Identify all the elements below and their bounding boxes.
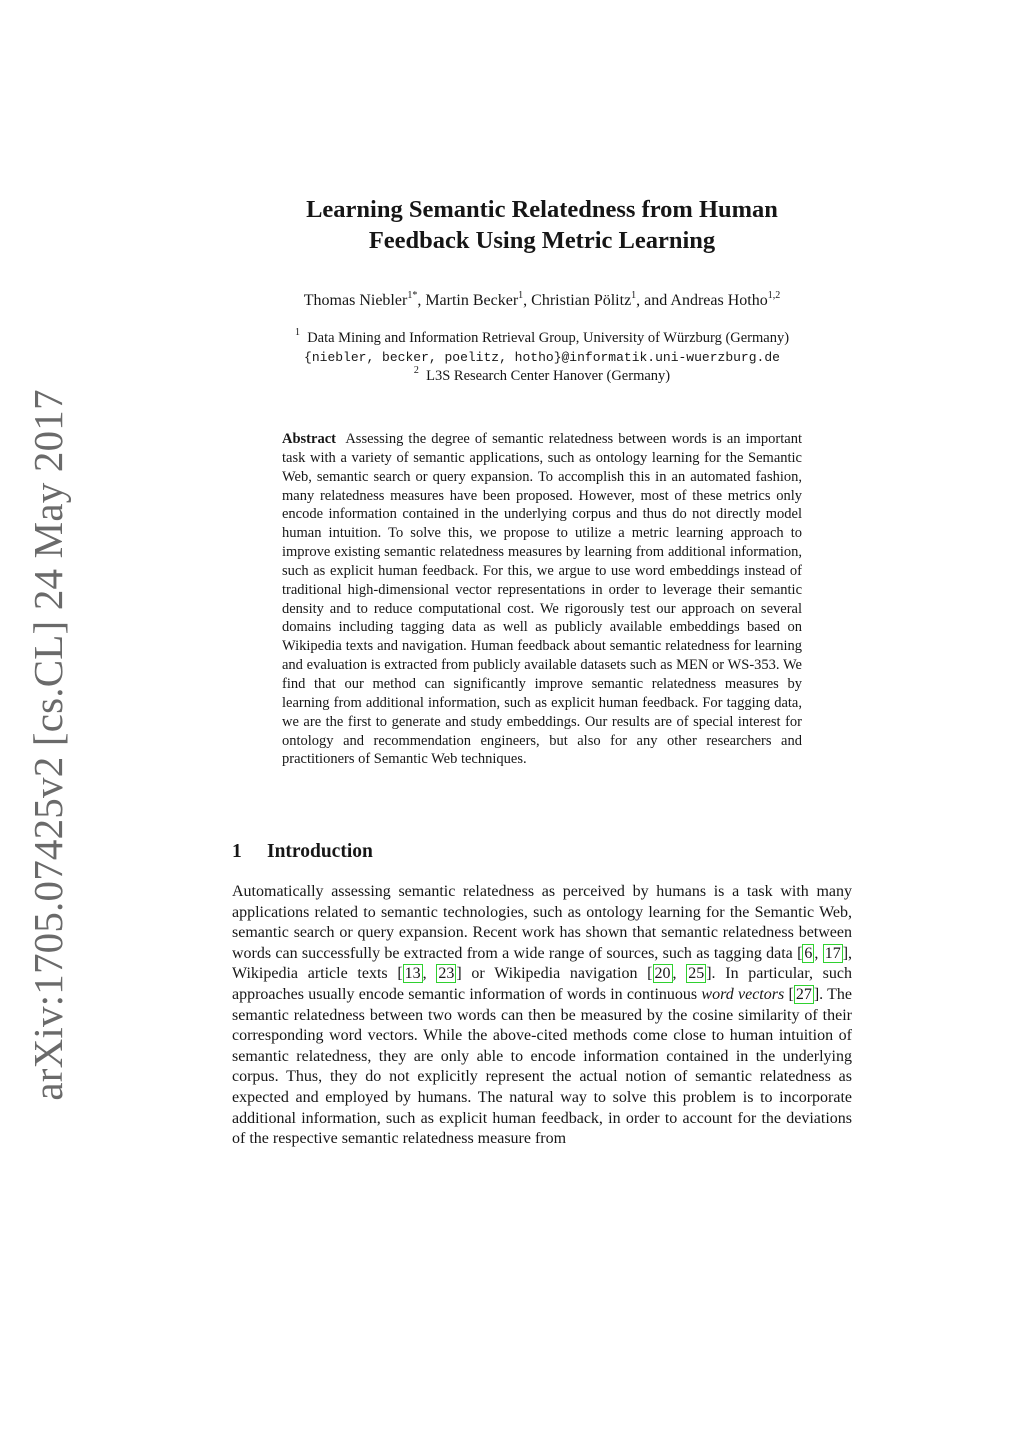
- paragraph-text: Automatically assessing semantic relatedness as perceived by humans is a task with many applications related to semantic technologies, such as ontology learning for the Semantic Web, semantic search or query expansion. Recent work has shown that semantic relatedness between words can successfully be extracted from a wide range of sources, such as tagging data: [232, 883, 852, 962]
- affiliation-text: Data Mining and Information Retrieval Group, University of Würzburg (Germany): [307, 330, 790, 346]
- citation-link[interactable]: 20: [654, 965, 671, 983]
- introduction-paragraph: Automatically assessing semantic relatedness as perceived by humans is a task with many applications related to semantic technologies, such as ontology learning for the Semantic Web, semantic search or query expansion. Recent work has shown that semantic relatedness between words can successfully be extracted from a wide range of sources, such as tagging data [ 6 , 17 ], Wikipedia article texts [ 13 , 23 ] or Wikipedia navigation [ 20 , 25 ]. In particular, such approaches usually encode semantic information of words in continuous word vectors [ 27 ]. The semantic relatedness between two words can then be measured by the cosine similarity of their corresponding word vectors. While the above-cited methods come close to human intuition of semantic relatedness, they are only able to encode information contained in the underlying corpus. Thus, they do not explicitly represent the actual notion of semantic relatedness as expected and employed by humans. The natural way to solve this problem is to incorporate additional information, such as explicit human feedback, in order to account for the deviations of the respective semantic relatedness measure from: [232, 883, 853, 1148]
- paper-title: [232, 194, 852, 256]
- title-line-2: Feedback Using Metric Learning: [368, 227, 716, 254]
- author-separator: ,: [523, 292, 532, 309]
- paragraph-text: . The semantic relatedness between two words can then be measured by the cosine similarity of their corresponding word vectors. While the above-cited methods come close to human intuition of semantic relatedness, they are only able to encode information contained in the underlying corpus. Thus, they do not explicitly represent the actual notion of semantic relatedness as expected and employed by humans. The natural way to solve this problem is to incorporate additional information, such as explicit human feedback, in order to account for the deviations of the respective semantic relatedness measure from: [232, 985, 852, 1148]
- citation-link[interactable]: 17: [824, 944, 841, 962]
- emphasis-term: word vectors: [701, 985, 785, 1003]
- author-separator: , and: [636, 292, 671, 309]
- section-title: Introduction: [267, 841, 373, 862]
- author-name: Martin Becker: [425, 292, 519, 309]
- affiliation-text: L3S Research Center Hanover (Germany): [426, 368, 671, 384]
- affiliation-2: [232, 367, 852, 386]
- citation-link[interactable]: 6: [804, 944, 813, 962]
- paragraph-text: [784, 986, 788, 1003]
- author-emails: {niebler, becker, poelitz, hotho}@informatik.uni-wuerzburg.de: [304, 350, 780, 365]
- paragraph-text: . In particular, such approaches usually encode semantic information of words in continuous: [232, 965, 853, 1003]
- title-line-1: Learning Semantic Relatedness from Human: [306, 196, 778, 223]
- abstract: [282, 430, 802, 769]
- author-separator: ,: [417, 292, 426, 309]
- abstract-label: Abstract: [282, 431, 336, 447]
- author-affil-mark: 1,2: [767, 290, 781, 301]
- author-name: Christian Pölitz: [531, 292, 632, 309]
- affiliation-1: [232, 329, 852, 348]
- arxiv-identifier: arXiv:1705.07425v2 [cs.CL] 24 May 2017: [25, 389, 71, 1101]
- affiliation-mark: 1: [294, 327, 300, 338]
- section-number: 1: [232, 841, 242, 862]
- section-heading: [232, 841, 373, 863]
- affiliation-mark: 2: [413, 365, 419, 376]
- author-affil-mark: 1: [631, 290, 637, 301]
- author-name: Andreas Hotho: [670, 292, 768, 309]
- citation-link[interactable]: 25: [688, 965, 705, 983]
- citation-link[interactable]: 23: [438, 965, 455, 983]
- abstract-text: Assessing the degree of semantic relatedness between words is an important task with a variety of semantic applications, such as ontology learning for the Semantic Web, semantic search or query expansion. To accomplish this in an automated fashion, many relatedness measures have been proposed. However, most of these metrics only encode information contained in the underlying corpus and thus do not directly model human intuition. To solve this, we propose to utilize a metric learning approach to improve existing semantic relatedness measures by learning from additional information, such as explicit human feedback. For this, we argue to use word embeddings instead of traditional high-dimensional vector representations in order to leverage their semantic density and to reduce computational cost. We rigorously test our approach on several domains including tagging data as well as publicly available embeddings based on Wikipedia texts and navigation. Human feedback about semantic relatedness for learning and evaluation is extracted from publicly available datasets such as MEN or WS-353. We find that our method can significantly improve semantic relatedness measures by learning from additional information, such as explicit human feedback. For tagging data, we are the first to generate and study embeddings. Our results are of special interest for ontology and recommendation engineers, but also for any other researchers and practitioners of Semantic Web techniques.: [282, 431, 802, 768]
- paragraph-text: or Wikipedia navigation: [461, 965, 648, 983]
- citation-link[interactable]: 27: [795, 985, 812, 1003]
- author-affil-mark: 1*: [407, 290, 418, 301]
- author-list: [232, 290, 852, 312]
- citation-link[interactable]: 13: [404, 965, 421, 983]
- affiliations: [232, 329, 852, 386]
- author-affil-mark: 1: [518, 290, 524, 301]
- author-name: Thomas Niebler: [303, 292, 408, 309]
- paragraph-text: , Wikipedia article texts: [232, 944, 853, 983]
